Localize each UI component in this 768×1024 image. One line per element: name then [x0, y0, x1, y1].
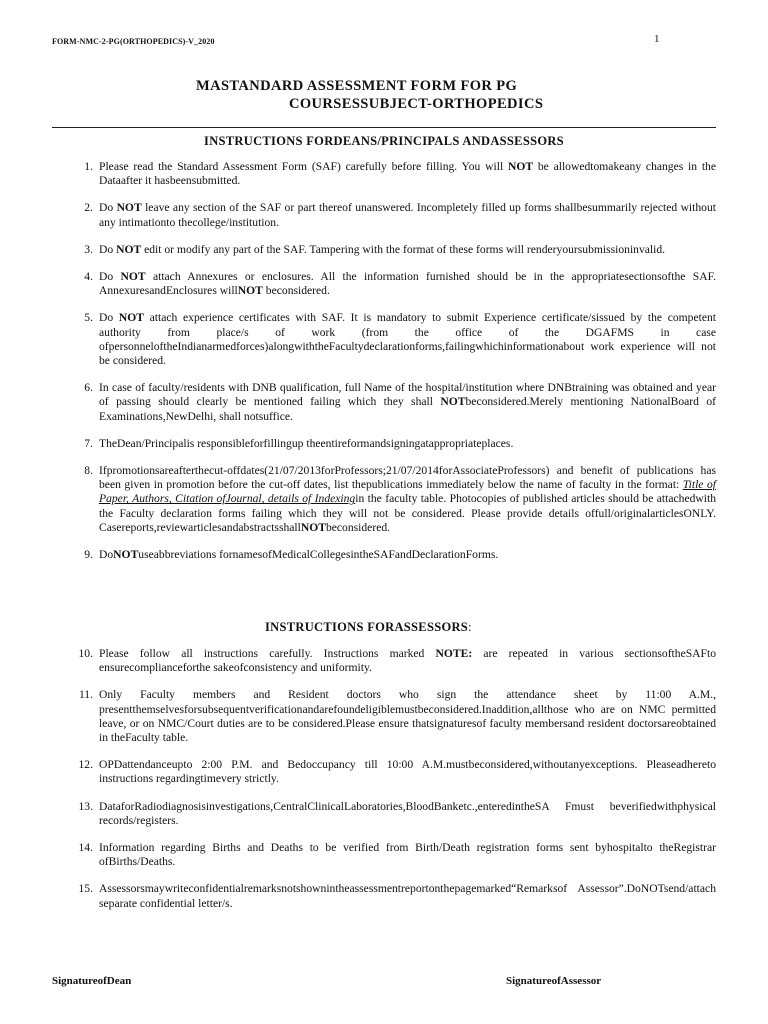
instruction-number: 1.: [84, 160, 93, 173]
form-code: FORM-NMC-2-PG(ORTHOPEDICS)-V_2020: [52, 37, 215, 46]
instruction-number: 7.: [84, 436, 93, 450]
instruction-item: [62, 647, 716, 675]
instruction-text: Assessorsmaywriteconfidentialremarksnotshownintheassessmentreportonthepagemarked“Remarksof Assessor”.DoNOTsend/attach separate confidential letter/s.: [99, 882, 716, 910]
title-divider: [52, 127, 716, 128]
instruction-number: 8.: [84, 464, 93, 478]
instruction-number: 10.: [78, 647, 93, 660]
emphasis-text: NOT: [113, 548, 139, 562]
document-title-line2: COURSESSUBJECT-ORTHOPEDICS: [289, 96, 544, 112]
page-number: 1: [654, 33, 660, 45]
instruction-item: [62, 758, 716, 786]
instruction-text: edit or modify any part of the SAF. Tampering with the format of these forms will renderyoursubmissioninvalid.: [141, 242, 666, 256]
instruction-item: [62, 437, 716, 451]
instruction-number: 11.: [78, 688, 93, 702]
instruction-list-assessors: [62, 647, 716, 924]
instruction-text: Information regarding Births and Deaths to be verified from Birth/Death registration forms sent byhospitalto theRegistrar ofBirths/Deaths.: [99, 841, 716, 869]
instruction-text: beconsidered.: [262, 284, 330, 298]
signature-assessor: SignatureofAssessor: [506, 975, 602, 987]
citation-format-text: Title of Paper, Authors, Citation ofJournal, details of Indexing: [99, 478, 716, 506]
instruction-item: [62, 160, 716, 188]
instruction-number: 5.: [84, 311, 93, 325]
instruction-number: 12.: [78, 758, 93, 772]
instruction-number: 13.: [78, 799, 93, 813]
instruction-number: 9.: [84, 548, 93, 562]
emphasis-text: NOT: [120, 270, 146, 284]
instruction-item: [62, 882, 716, 910]
instruction-text: Please read the Standard Assessment Form (SAF) carefully before filling. You will: [99, 160, 508, 173]
instruction-item: [62, 201, 716, 229]
instruction-number: 6.: [84, 381, 93, 395]
instruction-text: Please follow all instructions carefully. Instructions marked: [99, 647, 436, 660]
instruction-text: Do: [99, 311, 119, 325]
instruction-text: attach experience certificates with SAF. It is mandatory to submit Experience certificate/sissued by the competent authority from place/s of work (from the office of the DGAFMS in case ofpersonneloftheIndianarmedforces)alongwiththeFacultydeclarationforms,failingwhichinformationabout work experience will not be considered.: [99, 311, 716, 368]
emphasis-text: NOT: [118, 311, 144, 325]
instruction-text: Ifpromotionsareafterthecut-offdates(21/07/2013forProfessors;21/07/2014forAssociateProfessors) and benefit of publications has been given in promotion before the cut-off dates, list thepublications immediately below the name of faculty in the format:: [99, 464, 716, 492]
instruction-list: [62, 160, 716, 575]
instruction-item: [62, 270, 716, 298]
instruction-number: 4.: [84, 270, 93, 284]
instruction-text: useabbreviations fornamesofMedicalCollegesintheSAFandDeclarationForms.: [138, 548, 499, 562]
section-heading-assessors-text: INSTRUCTIONS FORASSESSORS: [265, 620, 469, 634]
emphasis-text: NOT: [116, 201, 142, 215]
instruction-text: Do: [99, 548, 114, 562]
instruction-text: TheDean/Principalis responsibleforfillingup theentireformandsigningatappropriateplaces.: [99, 436, 514, 450]
emphasis-text: NOT: [116, 242, 142, 256]
instruction-text: DataforRadiodiagnosisinvestigations,CentralClinicalLaboratories,BloodBanketc.,enteredintheSA Fmust beverifiedwithphysical records/registers.: [99, 799, 716, 827]
instruction-text: beconsidered.Merely mentioning NationalBoard of Examinations,NewDelhi, shall notsuffice.: [99, 395, 717, 423]
emphasis-text: NOT: [237, 284, 263, 298]
instruction-text: Do: [99, 201, 117, 215]
instruction-text: in the faculty table. Photocopies of published articles should be attachedwith the Faculty declaration forms failing which they will not be considered. Please provide details offull/originalarticlesONLY. Casereports,reviewarticlesandabstractsshall: [99, 492, 716, 534]
instruction-text: Do: [99, 270, 121, 284]
emphasis-text: NOTE:: [435, 647, 473, 660]
instruction-item: [62, 688, 716, 745]
emphasis-text: NOT: [440, 395, 466, 409]
instruction-text: OPDattendanceupto 2:00 P.M. and Bedoccupancy till 10:00 A.M.mustbeconsidered,withoutanyexceptions. Pleaseadhereto instructions regardingtimevery strictly.: [99, 758, 716, 786]
instruction-text: Do: [99, 242, 117, 256]
instruction-text: attach Annexures or enclosures. All the information furnished should be in the appropriatesectionsofthe SAF. AnnexuresandEnclosures will: [99, 270, 716, 298]
instruction-number: 15.: [78, 882, 93, 896]
instruction-number: 3.: [84, 242, 93, 256]
instruction-text: Only Faculty members and Resident doctors who sign the attendance sheet by 11:00 A.M., presentthemselvesforsubsequentverificationandarefoundeligiblemustbeconsidered.Inaddition,allthose who are on NMC permitted leave, or on NMC/Court duties are to be considered.Please ensure thatsignaturesof faculty membersand resident doctorsareobtained in theFaculty table.: [99, 688, 716, 745]
section-heading-deans: INSTRUCTIONS FORDEANS/PRINCIPALS ANDASSESSORS: [204, 134, 564, 148]
instruction-item: [62, 548, 716, 562]
instruction-item: [62, 800, 716, 828]
instruction-text: are repeated in various sectionsoftheSAFto ensurecomplianceforthe sakeofconsistency and uniformity.: [99, 647, 716, 675]
instruction-number: 2.: [84, 201, 93, 215]
instruction-text: In case of faculty/residents with DNB qualification, full Name of the hospital/institution where DNBtraining was obtained and year of passing should clearly be mentioned failing which they shall: [99, 381, 716, 409]
instruction-item: [62, 841, 716, 869]
instruction-text: leave any section of the SAF or part thereof unanswered. Incompletely filled up forms shallbesummarily rejected without any intimationto thecollege/institution.: [99, 201, 716, 229]
emphasis-text: NOT: [507, 160, 534, 173]
instruction-item: [62, 311, 716, 368]
document-title-line1: MASTANDARD ASSESSMENT FORM FOR PG: [196, 78, 518, 94]
emphasis-text: NOT: [300, 520, 326, 534]
instruction-text: be allowedtomakeany changes in the Dataafter it hasbeensubmitted.: [99, 160, 716, 188]
instruction-item: [62, 464, 716, 535]
instruction-number: 14.: [78, 841, 93, 855]
instruction-item: [62, 381, 716, 424]
signature-dean: SignatureofDean: [52, 975, 132, 987]
section-heading-assessors: [265, 620, 472, 635]
section-heading-assessors-colon: :: [468, 620, 472, 634]
instruction-text: beconsidered.: [325, 520, 391, 534]
instruction-item: [62, 243, 716, 257]
